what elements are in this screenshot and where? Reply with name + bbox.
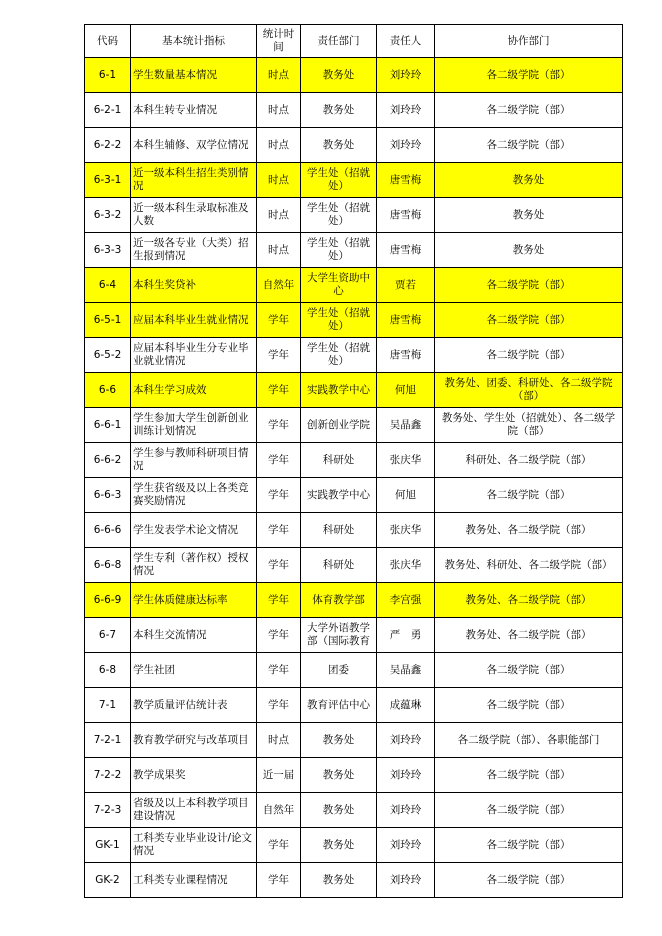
cell-time: 学年 [257,478,301,513]
cell-indicator: 本科生辅修、双学位情况 [131,128,257,163]
cell-person: 张庆华 [377,513,435,548]
cell-code: 6-4 [85,268,131,303]
cell-cooperation: 各二级学院（部） [435,338,623,373]
cell-person: 吴晶鑫 [377,408,435,443]
cell-department: 教务处 [301,758,377,793]
cell-cooperation: 各二级学院（部） [435,828,623,863]
cell-code: GK-2 [85,863,131,898]
table-row [85,233,623,268]
table-header-row [85,25,623,58]
cell-indicator: 教学成果奖 [131,758,257,793]
table-row [85,513,623,548]
cell-department: 创新创业学院 [301,408,377,443]
column-header-cooperation: 协作部门 [435,25,623,58]
cell-indicator: 近一级本科生录取标准及人数 [131,198,257,233]
cell-cooperation: 各二级学院（部） [435,58,623,93]
cell-department: 大学外语教学部（国际教育 [301,618,377,653]
cell-time: 学年 [257,408,301,443]
table-row [85,688,623,723]
cell-code: 6-6 [85,373,131,408]
cell-cooperation: 各二级学院（部） [435,758,623,793]
cell-indicator: 学生专利（著作权）授权情况 [131,548,257,583]
table-row [85,828,623,863]
cell-cooperation: 各二级学院（部） [435,863,623,898]
cell-department: 实践教学中心 [301,478,377,513]
column-header-time: 统计时间 [257,25,301,58]
cell-person: 何旭 [377,478,435,513]
cell-person: 刘玲玲 [377,863,435,898]
cell-time: 学年 [257,653,301,688]
cell-code: 6-2-1 [85,93,131,128]
cell-time: 自然年 [257,268,301,303]
cell-time: 自然年 [257,793,301,828]
cell-time: 学年 [257,583,301,618]
cell-department: 学生处（招就处） [301,338,377,373]
cell-code: 6-2-2 [85,128,131,163]
column-header-department: 责任部门 [301,25,377,58]
cell-department: 教务处 [301,793,377,828]
cell-department: 大学生资助中心 [301,268,377,303]
cell-indicator: 省级及以上本科教学项目建设情况 [131,793,257,828]
cell-department: 学生处（招就处） [301,163,377,198]
cell-person: 刘玲玲 [377,793,435,828]
cell-department: 教务处 [301,58,377,93]
cell-code: 6-3-1 [85,163,131,198]
cell-indicator: 学生获省级及以上各类竞赛奖励情况 [131,478,257,513]
cell-person: 李宫强 [377,583,435,618]
cell-cooperation: 各二级学院（部） [435,688,623,723]
cell-indicator: 工科类专业课程情况 [131,863,257,898]
cell-indicator: 学生体质健康达标率 [131,583,257,618]
table-row [85,303,623,338]
cell-time: 学年 [257,863,301,898]
cell-department: 科研处 [301,513,377,548]
table-row [85,723,623,758]
cell-indicator: 学生社团 [131,653,257,688]
cell-person: 唐雪梅 [377,338,435,373]
cell-person: 刘玲玲 [377,828,435,863]
cell-indicator: 应届本科毕业生就业情况 [131,303,257,338]
table-row [85,443,623,478]
cell-department: 学生处（招就处） [301,303,377,338]
cell-cooperation: 教务处 [435,198,623,233]
table-row [85,478,623,513]
cell-cooperation: 教务处、学生处（招就处）、各二级学院（部） [435,408,623,443]
cell-time: 学年 [257,688,301,723]
cell-time: 学年 [257,513,301,548]
table-row [85,58,623,93]
cell-time: 时点 [257,93,301,128]
cell-code: GK-1 [85,828,131,863]
cell-code: 7-2-2 [85,758,131,793]
cell-cooperation: 教务处、团委、科研处、各二级学院（部） [435,373,623,408]
cell-indicator: 近一级各专业（大类）招生报到情况 [131,233,257,268]
cell-cooperation: 各二级学院（部） [435,268,623,303]
cell-code: 6-6-6 [85,513,131,548]
cell-person: 严 勇 [377,618,435,653]
cell-person: 唐雪梅 [377,163,435,198]
cell-department: 学生处（招就处） [301,198,377,233]
cell-person: 刘玲玲 [377,93,435,128]
column-header-code: 代码 [85,25,131,58]
table-row [85,268,623,303]
cell-time: 学年 [257,443,301,478]
cell-time: 时点 [257,128,301,163]
column-header-indicator: 基本统计指标 [131,25,257,58]
cell-time: 时点 [257,723,301,758]
cell-indicator: 教学质量评估统计表 [131,688,257,723]
cell-indicator: 本科生学习成效 [131,373,257,408]
cell-cooperation: 各二级学院（部） [435,128,623,163]
cell-time: 近一届 [257,758,301,793]
cell-person: 唐雪梅 [377,303,435,338]
table-header [85,25,623,58]
table-row [85,653,623,688]
table-row [85,758,623,793]
cell-time: 时点 [257,233,301,268]
cell-department: 科研处 [301,548,377,583]
cell-indicator: 本科生转专业情况 [131,93,257,128]
table-row [85,408,623,443]
table-row [85,618,623,653]
cell-indicator: 教育教学研究与改革项目 [131,723,257,758]
cell-person: 贾若 [377,268,435,303]
cell-person: 唐雪梅 [377,233,435,268]
cell-code: 7-1 [85,688,131,723]
cell-indicator: 本科生奖贷补 [131,268,257,303]
cell-department: 教务处 [301,93,377,128]
cell-code: 6-3-2 [85,198,131,233]
cell-cooperation: 教务处、各二级学院（部） [435,618,623,653]
cell-cooperation: 科研处、各二级学院（部） [435,443,623,478]
cell-code: 6-7 [85,618,131,653]
table-body [85,58,623,898]
cell-cooperation: 各二级学院（部） [435,793,623,828]
cell-department: 教务处 [301,863,377,898]
cell-cooperation: 教务处、各二级学院（部） [435,513,623,548]
cell-code: 6-5-1 [85,303,131,338]
cell-person: 刘玲玲 [377,758,435,793]
cell-time: 时点 [257,58,301,93]
cell-indicator: 应届本科毕业生分专业毕业就业情况 [131,338,257,373]
cell-code: 6-6-1 [85,408,131,443]
cell-indicator: 近一级本科生招生类别情况 [131,163,257,198]
cell-indicator: 学生数量基本情况 [131,58,257,93]
cell-time: 学年 [257,548,301,583]
cell-time: 时点 [257,163,301,198]
cell-department: 科研处 [301,443,377,478]
cell-code: 6-5-2 [85,338,131,373]
cell-indicator: 学生参与教师科研项目情况 [131,443,257,478]
cell-indicator: 本科生交流情况 [131,618,257,653]
cell-indicator: 学生发表学术论文情况 [131,513,257,548]
cell-department: 教务处 [301,723,377,758]
cell-department: 团委 [301,653,377,688]
table-row [85,93,623,128]
table-row [85,548,623,583]
cell-person: 刘玲玲 [377,58,435,93]
cell-code: 6-6-9 [85,583,131,618]
table-row [85,128,623,163]
cell-code: 7-2-1 [85,723,131,758]
cell-time: 学年 [257,618,301,653]
cell-time: 时点 [257,198,301,233]
cell-cooperation: 教务处 [435,233,623,268]
table-row [85,338,623,373]
cell-department: 实践教学中心 [301,373,377,408]
cell-time: 学年 [257,338,301,373]
cell-indicator: 学生参加大学生创新创业训练计划情况 [131,408,257,443]
table-row [85,373,623,408]
table-row [85,163,623,198]
cell-person: 刘玲玲 [377,723,435,758]
cell-cooperation: 教务处、科研处、各二级学院（部） [435,548,623,583]
cell-code: 7-2-3 [85,793,131,828]
cell-code: 6-1 [85,58,131,93]
cell-person: 张庆华 [377,548,435,583]
cell-department: 教务处 [301,828,377,863]
table-row [85,583,623,618]
cell-person: 张庆华 [377,443,435,478]
cell-person: 唐雪梅 [377,198,435,233]
cell-time: 学年 [257,303,301,338]
cell-cooperation: 教务处、各二级学院（部） [435,583,623,618]
cell-cooperation: 各二级学院（部） [435,93,623,128]
table-row [85,198,623,233]
cell-department: 教务处 [301,128,377,163]
cell-cooperation: 各二级学院（部） [435,653,623,688]
cell-person: 成蕴琳 [377,688,435,723]
cell-code: 6-6-2 [85,443,131,478]
statistics-table [84,24,623,898]
table-row [85,863,623,898]
cell-department: 教育评估中心 [301,688,377,723]
cell-time: 学年 [257,828,301,863]
cell-code: 6-3-3 [85,233,131,268]
cell-person: 刘玲玲 [377,128,435,163]
cell-cooperation: 各二级学院（部） [435,478,623,513]
cell-code: 6-6-3 [85,478,131,513]
cell-time: 学年 [257,373,301,408]
cell-person: 何旭 [377,373,435,408]
cell-cooperation: 各二级学院（部）、各职能部门 [435,723,623,758]
table-row [85,793,623,828]
cell-department: 学生处（招就处） [301,233,377,268]
column-header-person: 责任人 [377,25,435,58]
cell-code: 6-6-8 [85,548,131,583]
cell-person: 吴晶鑫 [377,653,435,688]
cell-cooperation: 教务处 [435,163,623,198]
cell-indicator: 工科类专业毕业设计/论文情况 [131,828,257,863]
cell-cooperation: 各二级学院（部） [435,303,623,338]
cell-department: 体育教学部 [301,583,377,618]
cell-code: 6-8 [85,653,131,688]
